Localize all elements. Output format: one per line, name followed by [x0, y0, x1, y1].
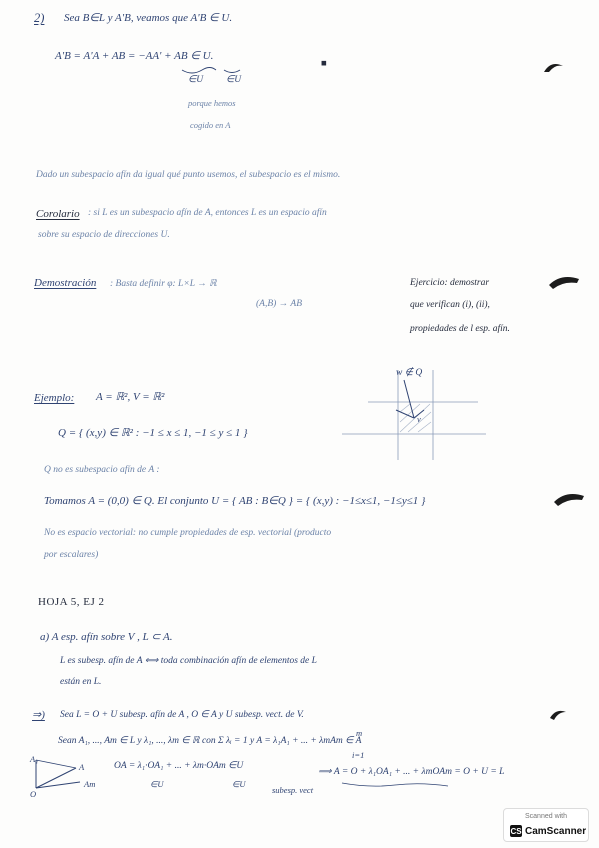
implication-arrow: ⇒)	[32, 709, 45, 721]
under-label-right: ∈U	[226, 75, 242, 85]
exercise-line-1: Ejercicio: demostrar	[410, 278, 490, 288]
demo-line-2: (A,B) → AB	[256, 299, 302, 309]
corollary-label: Corolario	[36, 208, 80, 220]
example-set: Q = { (x,y) ∈ ℝ² : −1 ≤ x ≤ 1, −1 ≤ y ≤ 1 }	[58, 427, 248, 439]
implication-line-3: OA = λ₁·OA₁ + ... + λm·OAm ∈U	[114, 761, 244, 771]
example-def: A = ℝ², V = ℝ²	[96, 391, 165, 403]
not-vector-line-1: No es espacio vectorial: no cumple propiedades de esp. vectorial (producto	[44, 528, 332, 538]
under-b: ∈U	[232, 779, 246, 789]
qed-mark: ■	[321, 59, 327, 69]
item-number: 2)	[34, 11, 45, 25]
clip-icon	[541, 60, 565, 78]
demo-line-1: : Basta definir φ: L×L → ℝ	[110, 279, 217, 289]
clip-icon-3	[552, 492, 586, 510]
reason-line-1: porque hemos	[188, 98, 236, 108]
part-a-line-3: están en L.	[60, 677, 102, 687]
implication-line-1: Sea L = O + U subesp. afín de A , O ∈ A y U subesp. vect. de V.	[60, 710, 304, 720]
sum-bottom: i=1	[352, 750, 365, 760]
figure-a1: A₁	[30, 754, 39, 764]
exercise-line-3: propiedades de l esp. afín.	[410, 324, 510, 334]
sheet-title: HOJA 5, EJ 2	[38, 596, 105, 608]
remark-text: Dado un subespacio afín da igual qué punto usemos, el subespacio es el mismo.	[36, 170, 341, 180]
scanner-name: CamScanner	[525, 825, 587, 837]
part-a-line-1: a) A esp. afín sobre V , L ⊂ A.	[40, 631, 173, 643]
exercise-line-2: que verifican (i), (ii),	[410, 300, 490, 310]
reason-line-2: cogido en A	[190, 120, 231, 130]
take-text: Tomamos A = (0,0) ∈ Q. El conjunto U = { AB : B∈Q } = { (x,y) : −1≤x≤1, −1≤y≤1 }	[44, 495, 426, 507]
part-a-line-2: L es subesp. afín de A ⟺ toda combinación afín de elementos de L	[60, 656, 317, 666]
under-a: ∈U	[150, 779, 164, 789]
example-label: Ejemplo:	[34, 392, 75, 404]
clip-icon-4	[548, 708, 568, 722]
result-underbrace	[340, 780, 450, 790]
demo-label: Demostración	[34, 277, 97, 289]
proof-equation: A'B = A'A + AB = −AA' + AB ∈ U.	[55, 50, 214, 62]
figure-am: Am	[84, 779, 96, 789]
underbrace-marks	[180, 66, 260, 78]
figure-a: A	[79, 762, 85, 772]
scanner-caption: Scanned with	[524, 813, 568, 820]
figure-o: O	[30, 789, 37, 799]
under-label-left: ∈U	[188, 75, 204, 85]
scanner-row	[510, 825, 586, 837]
clip-icon-2	[547, 275, 581, 291]
figure-w-label: w ∉ Q	[396, 368, 423, 378]
figure-v-label: v	[417, 414, 421, 424]
implication-line-2: Sean A₁, ..., Am ∈ L y λ₁, ..., λm ∈ ℝ con Σ λᵢ = 1 y A = λ₁A₁ + ... + λmAm ∈ A	[58, 736, 362, 746]
corollary-line-2: sobre su espacio de direcciones U.	[38, 230, 170, 240]
sum-top: m	[356, 728, 363, 738]
statement-text: Sea B∈L y A'B, veamos que A'B ∈ U.	[64, 12, 233, 24]
subesp-note: subesp. vect	[272, 785, 314, 795]
camscanner-logo-icon: CS	[510, 826, 522, 836]
not-subspace-text: Q no es subespacio afín de A :	[44, 465, 160, 475]
not-vector-line-2: por escalares)	[44, 550, 99, 560]
implication-result: ⟹ A = O + λ₁OA₁ + ... + λmOAm = O + U = L	[318, 767, 505, 777]
camscanner-badge	[503, 808, 589, 842]
corollary-line-1: : si L es un subespacio afín de A, entonces L es un espacio afín	[88, 208, 327, 218]
